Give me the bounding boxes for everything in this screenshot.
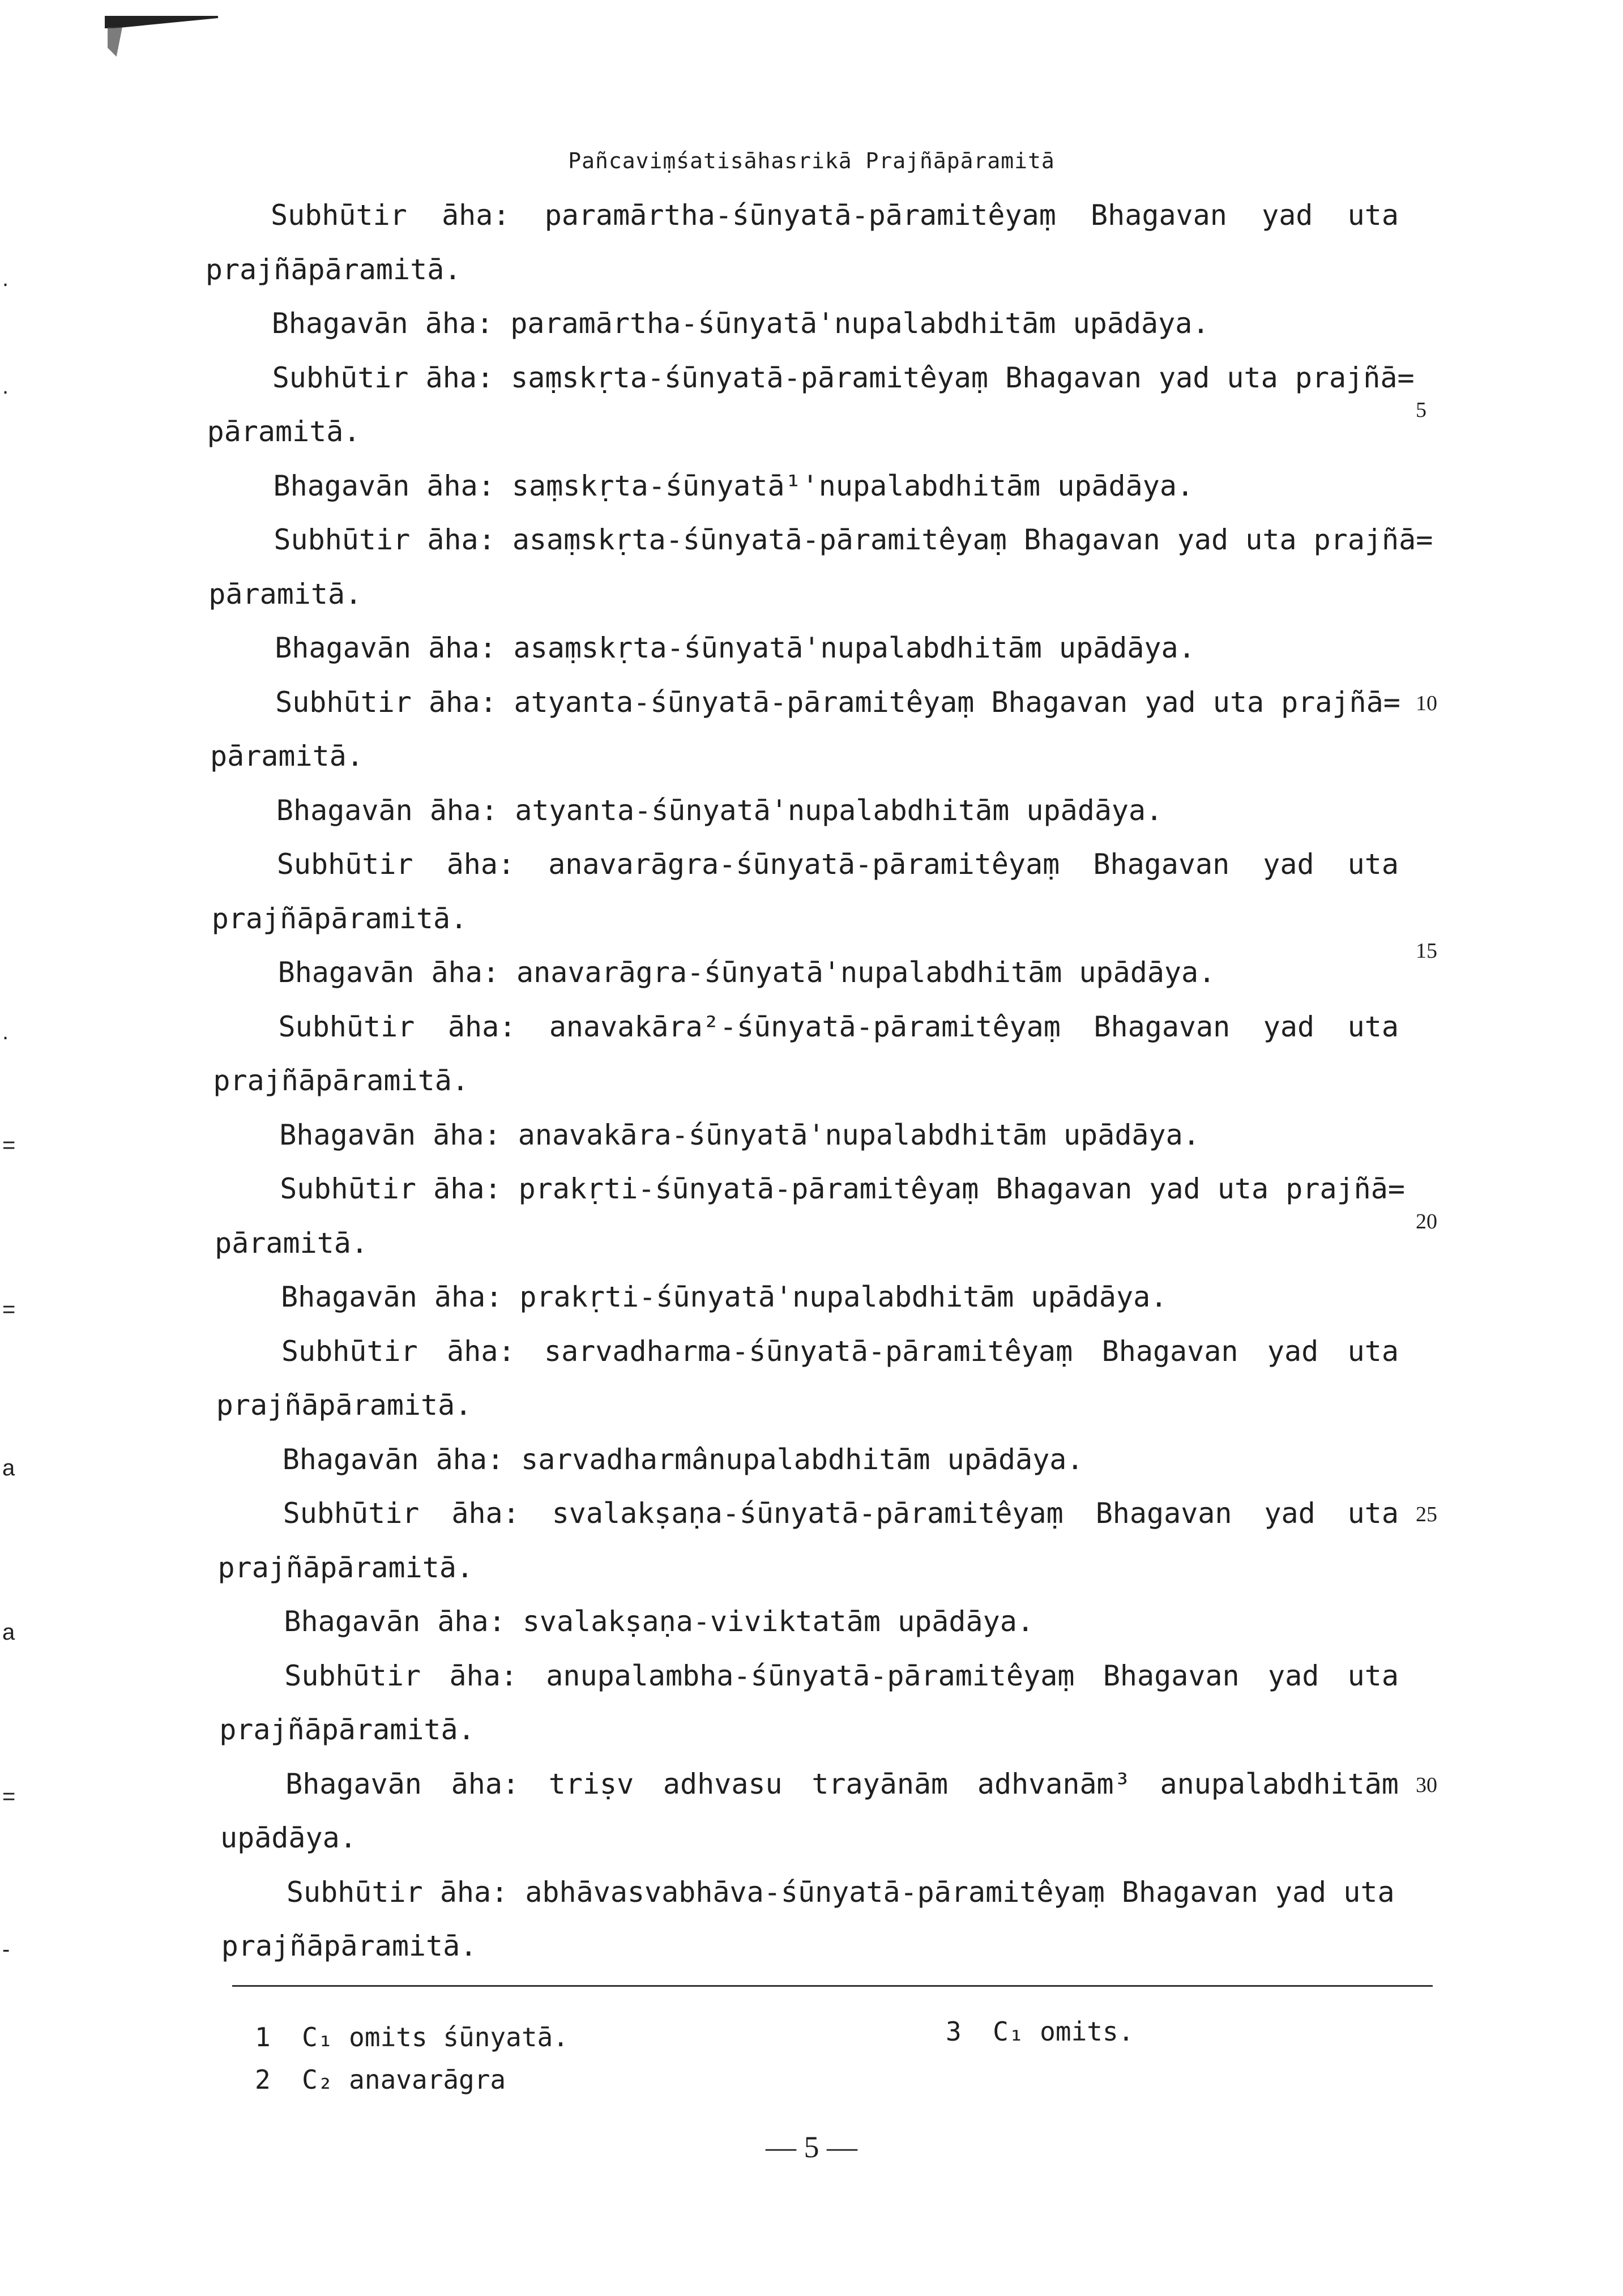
footnote-number: 2: [255, 2064, 271, 2095]
word: paramārtha-śūnyatā-pāramitêyaṃ: [544, 199, 1056, 232]
margin-mark: =: [2, 1297, 16, 1322]
text-line-speaker: [284, 1659, 1399, 1693]
text-line-speaker: Bhagavān āha: anavarāgra-śūnyatā'nupalabdhitām upādāya.: [277, 956, 1216, 989]
text-line-speaker: [283, 1496, 1399, 1530]
scan-corner-mark: [105, 16, 218, 28]
page-number: — 5 —: [766, 2130, 857, 2164]
text-line-continuation: prajñāpāramitā.: [213, 1064, 469, 1097]
text-line-continuation: upādāya.: [220, 1821, 357, 1854]
word: adhvanām³: [977, 1767, 1131, 1800]
footnote-rule: [232, 1985, 1433, 1987]
word: Bhagavan: [1103, 1659, 1240, 1692]
text-line-continuation: prajñāpāramitā.: [217, 1551, 474, 1584]
text-line-speaker: Subhūtir āha: asaṃskṛta-śūnyatā-pāramitêyaṃ Bhagavan yad uta prajñā=: [274, 523, 1433, 556]
word: anupalambha-śūnyatā-pāramitêyaṃ: [546, 1659, 1075, 1692]
word: Subhūtir: [284, 1659, 421, 1692]
footnote-text: C₁ omits śūnyatā.: [302, 2022, 569, 2052]
line-number: 20: [1416, 1209, 1437, 1234]
footnote-2: [255, 2064, 506, 2095]
line-number: 10: [1416, 691, 1437, 715]
text-line-continuation: pāramitā.: [210, 740, 364, 773]
word: triṣv: [548, 1767, 634, 1800]
text-line-speaker: Bhagavān āha: paramārtha-śūnyatā'nupalabdhitām upādāya.: [271, 307, 1210, 340]
text-line-speaker: [285, 1767, 1399, 1801]
footnote-3: [946, 2016, 1134, 2047]
text-line-continuation: pāramitā.: [207, 415, 361, 448]
text-line-continuation: pāramitā.: [208, 577, 362, 611]
margin-mark: .: [2, 374, 9, 399]
word: Bhagavan: [1094, 1010, 1231, 1043]
word: Subhūtir: [283, 1497, 420, 1530]
text-line-speaker: [279, 1010, 1399, 1044]
line-number: 30: [1416, 1773, 1437, 1797]
word: āha:: [442, 199, 510, 232]
word: Subhūtir: [276, 848, 413, 881]
word: yad: [1263, 1010, 1315, 1043]
text-line-continuation: prajñāpāramitā.: [205, 253, 462, 286]
word: anupalabdhitām: [1160, 1767, 1399, 1800]
margin-mark: a: [2, 1620, 15, 1645]
text-line-continuation: prajñāpāramitā.: [219, 1713, 475, 1746]
text-line-continuation: prajñāpāramitā.: [216, 1389, 472, 1422]
text-line-continuation: pāramitā.: [215, 1226, 369, 1260]
footnote-1: [255, 2022, 569, 2052]
word: āha:: [446, 848, 515, 881]
word: svalakṣaṇa-śūnyatā-pāramitêyaṃ: [552, 1497, 1064, 1530]
word: uta: [1347, 1659, 1399, 1692]
text-line-speaker: [277, 847, 1399, 881]
word: anavakāra²-śūnyatā-pāramitêyaṃ: [549, 1010, 1061, 1043]
word: Bhagavan: [1091, 199, 1227, 232]
word: uta: [1347, 1010, 1399, 1043]
text-line-speaker: [281, 1334, 1399, 1368]
footnote-number: 3: [946, 2016, 962, 2047]
text-line-speaker: Subhūtir āha: abhāvasvabhāva-śūnyatā-pāramitêyaṃ Bhagavan yad uta: [286, 1875, 1395, 1909]
text-line-speaker: Bhagavān āha: prakṛti-śūnyatā'nupalabdhitām upādāya.: [281, 1281, 1168, 1313]
word: Bhagavan: [1093, 848, 1230, 881]
word: sarvadharma-śūnyatā-pāramitêyaṃ: [544, 1334, 1073, 1368]
text-line-speaker: Bhagavān āha: svalakṣaṇa-viviktatām upādāya.: [284, 1605, 1034, 1638]
running-head: Pañcaviṃśatisāhasrikā Prajñāpāramitā: [568, 148, 1055, 173]
word: āha:: [447, 1010, 516, 1043]
word: Bhagavan: [1101, 1334, 1238, 1368]
line-number: 5: [1416, 398, 1426, 422]
word: āha:: [451, 1767, 520, 1800]
word: uta: [1347, 199, 1399, 232]
line-number: 25: [1416, 1503, 1437, 1526]
word: adhvasu: [663, 1767, 783, 1800]
scan-corner-mark-tail: [108, 27, 122, 57]
text-line-speaker: Subhūtir āha: prakṛti-śūnyatā-pāramitêyaṃ Bhagavan yad uta prajñā=: [280, 1172, 1405, 1205]
line-number: 15: [1416, 939, 1437, 963]
footnote-text: C₂ anavarāgra: [302, 2064, 506, 2095]
word: yad: [1263, 848, 1314, 881]
footnote-text: C₁ omits.: [993, 2016, 1134, 2047]
word: Subhūtir: [271, 199, 407, 232]
margin-mark: .: [2, 266, 9, 291]
text-line-speaker: Bhagavān āha: anavakāra-śūnyatā'nupalabdhitām upādāya.: [279, 1118, 1200, 1151]
word: yad: [1267, 1334, 1319, 1368]
word: uta: [1347, 1334, 1399, 1368]
word: Bhagavān: [285, 1767, 422, 1800]
word: uta: [1347, 848, 1399, 881]
text-line-speaker: Bhagavān āha: asaṃskṛta-śūnyatā'nupalabdhitām upādāya.: [275, 631, 1195, 664]
text-line-speaker: Subhūtir āha: saṃskṛta-śūnyatā-pāramitêyaṃ Bhagavan yad uta prajñā=: [272, 361, 1415, 394]
margin-mark: .: [2, 1019, 9, 1044]
word: āha:: [449, 1659, 518, 1692]
word: Subhūtir: [281, 1334, 418, 1368]
text-line-continuation: prajñāpāramitā.: [211, 902, 468, 935]
word: yad: [1264, 1497, 1316, 1530]
word: uta: [1347, 1497, 1399, 1530]
margin-mark: a: [2, 1456, 15, 1480]
word: trayānām: [812, 1767, 949, 1800]
word: Bhagavan: [1095, 1497, 1232, 1530]
word: āha:: [451, 1497, 520, 1530]
text-line-continuation: prajñāpāramitā.: [221, 1930, 477, 1962]
word: āha:: [447, 1334, 515, 1368]
text-line-speaker: Bhagavān āha: saṃskṛta-śūnyatā¹'nupalabdhitām upādāya.: [273, 469, 1194, 502]
word: yad: [1268, 1659, 1319, 1692]
text-line-speaker: Bhagavān āha: atyanta-śūnyatā'nupalabdhitām upādāya.: [276, 793, 1163, 827]
word: yad: [1262, 199, 1313, 232]
margin-mark: =: [2, 1784, 16, 1809]
text-line-speaker: Subhūtir āha: atyanta-śūnyatā-pāramitêyaṃ Bhagavan yad uta prajñā=: [275, 685, 1400, 719]
margin-mark: -: [2, 1937, 10, 1962]
text-line-speaker: [271, 198, 1399, 232]
word: Subhūtir: [278, 1010, 415, 1043]
word: anavarāgra-śūnyatā-pāramitêyaṃ: [548, 848, 1060, 881]
text-line-speaker: Bhagavān āha: sarvadharmânupalabdhitām upādāya.: [282, 1443, 1084, 1476]
footnote-number: 1: [255, 2022, 271, 2052]
margin-mark: =: [2, 1133, 16, 1158]
